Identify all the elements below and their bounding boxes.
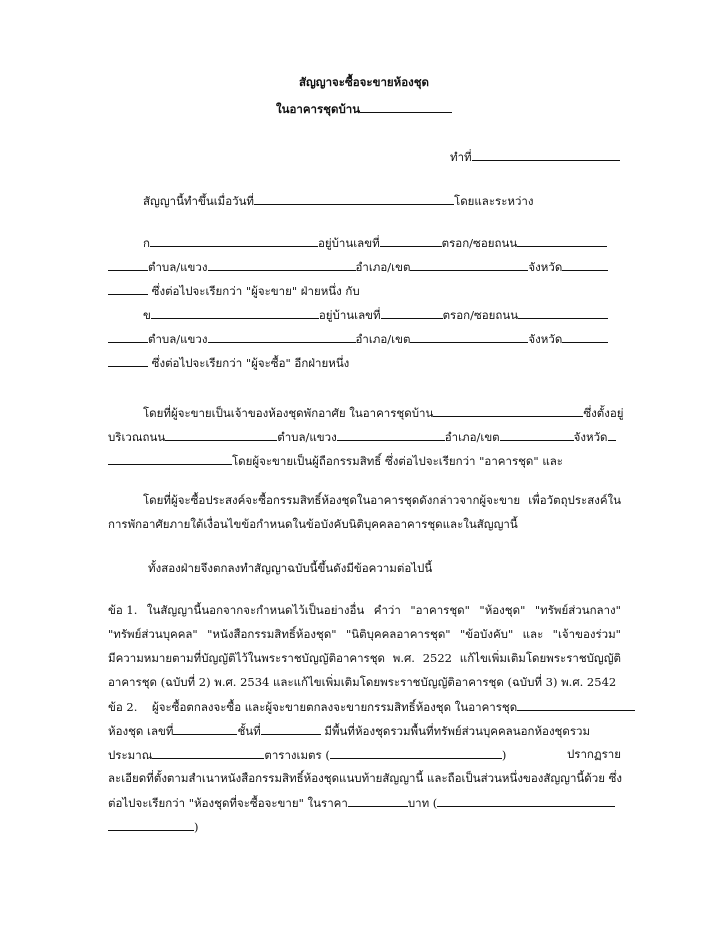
clause1-line-3: [108, 650, 621, 666]
clause1-year: 2522: [422, 651, 453, 665]
p1-subdistrict-label: ตำบล/แขวง: [277, 430, 337, 444]
seller-alley-label: ตรอก/ซอยถนน: [441, 236, 518, 250]
buyer-district-blank[interactable]: [410, 330, 528, 343]
made-at-label: ทำที่: [450, 150, 472, 164]
clause1-word: ในสัญญานี้นอกจากจะกำหนดไว้เป็นอย่างอื่น: [146, 603, 365, 617]
building-name-blank[interactable]: [360, 100, 452, 113]
document-title: สัญญาจะซื้อจะขายห้องชุด: [298, 75, 430, 89]
p1-province-blank[interactable]: [608, 428, 616, 441]
seller-called: ซึ่งต่อไปจะเรียกว่า "ผู้จะขาย" ฝ่ายหนึ่ง กับ: [151, 284, 360, 298]
clause1-term: "ข้อบังคับ": [459, 627, 514, 641]
seller-name-blank[interactable]: [150, 234, 318, 247]
clause1-text: พ.ศ.: [392, 651, 415, 665]
buyer-mark: ข: [143, 308, 151, 322]
p1-line-2: [108, 428, 616, 445]
clause2-approx-label: ประมาณ: [108, 748, 153, 762]
buyer-name-blank[interactable]: [151, 306, 319, 319]
p2-line-1: [143, 492, 621, 508]
p1-district-blank[interactable]: [500, 428, 574, 441]
buyer-subdistrict-blank[interactable]: [208, 330, 356, 343]
made-at-line: [450, 148, 620, 165]
buyer-extra-blank[interactable]: [108, 354, 148, 367]
buyer-district-label: อำเภอ/เขต: [355, 332, 411, 346]
seller-line-2: [108, 258, 608, 275]
agreement-line: ทั้งสองฝ่ายจึงตกลงทำสัญญาฉบับนี้ขึ้นดังมีข้อความต่อไปนี้: [148, 561, 433, 575]
seller-house-blank[interactable]: [380, 234, 442, 247]
seller-mark: ก: [143, 236, 150, 250]
clause2-line-1: [108, 698, 635, 715]
clause2-area-blank[interactable]: [152, 746, 264, 759]
buyer-alley-label: ตรอก/ซอยถนน: [442, 308, 519, 322]
clause2-price-label: ต่อไปจะเรียกว่า "ห้องชุดที่จะซื้อจะขาย" ในราคา: [108, 796, 348, 810]
clause2-close-paren: ): [501, 748, 507, 762]
seller-province-blank[interactable]: [562, 258, 608, 271]
clause1-line-2: [108, 626, 621, 642]
buyer-line-2: [108, 330, 608, 347]
clause2-line-3: [108, 746, 621, 763]
clause2-floor-blank[interactable]: [261, 722, 321, 735]
p1-building-blank[interactable]: [433, 404, 583, 417]
clause2-price-words-blank[interactable]: [437, 794, 615, 807]
clause2-line-5: [108, 794, 615, 811]
p1-text-g: โดยผู้จะขายเป็นผู้ถือกรรมสิทธิ์ ซึ่งต่อไปจะเรียกว่า "อาคารชุด" และ: [232, 454, 563, 468]
clause2-room-label: ห้องชุด เลขที่: [108, 724, 174, 738]
clause1-term: "หนังสือกรรมสิทธิ์ห้องชุด": [207, 627, 337, 641]
p1-road-label: บริเวณถนน: [108, 430, 166, 444]
clause2-building-blank[interactable]: [517, 698, 635, 711]
seller-alley-blank[interactable]: [517, 234, 607, 247]
p1-line-1: [143, 404, 623, 421]
buyer-province-blank[interactable]: [562, 330, 608, 343]
seller-extra-blank[interactable]: [108, 282, 148, 295]
clause1-number: ข้อ 1.: [108, 603, 138, 617]
clause2-line-6: [108, 818, 199, 835]
clause2-line-4: ละเอียดที่ตั้งตามสำเนาหนังสือกรรมสิทธิ์ห้องชุดแนบท้ายสัญญานี้ และถือเป็นส่วนหนึ่งของสัญญานี้ด้วย ซึ่ง: [108, 771, 623, 785]
clause2-area-words-blank[interactable]: [330, 746, 502, 759]
clause1-word: คำว่า: [373, 603, 401, 617]
clause2-sqm-label: ตารางเมตร (: [264, 748, 330, 762]
buyer-alley-blank[interactable]: [518, 306, 608, 319]
clause1-term: "ทรัพย์ส่วนกลาง": [534, 603, 621, 617]
buyer-line-1: [143, 306, 608, 323]
document-subtitle: [276, 100, 452, 117]
seller-line-1: [143, 234, 607, 251]
clause1-word: และ: [522, 627, 544, 641]
clause2-line-2: [108, 722, 590, 739]
buyer-house-label: อยู่บ้านเลขที่: [318, 308, 381, 322]
buyer-house-blank[interactable]: [381, 306, 443, 319]
p2-line-2: การพักอาศัยภายใต้เงื่อนไขข้อกำหนดในข้อบังคับนิติบุคคลอาคารชุดและในสัญญานี้: [108, 517, 518, 531]
p1-line-3: [108, 452, 563, 469]
p1-province-label: จังหวัด: [573, 430, 608, 444]
seller-line-3: [108, 282, 360, 299]
clause2-text-a: ผู้จะซื้อตกลงจะซื้อ และผู้จะขายตกลงจะขายกรรมสิทธิ์ห้องชุด ในอาคารชุด: [152, 700, 518, 714]
clause2-number: ข้อ 2.: [108, 700, 138, 714]
clause2-floor-label: ชั้นที่: [237, 724, 261, 738]
seller-district-blank[interactable]: [410, 258, 528, 271]
date-line: [143, 192, 534, 209]
clause1-term: "ห้องชุด": [479, 603, 526, 617]
p1-text-b: ซึ่งตั้งอยู่: [583, 406, 624, 420]
made-at-blank[interactable]: [472, 148, 620, 161]
seller-subdistrict-blank[interactable]: [208, 258, 356, 271]
clause1-line-4: อาคารชุด (ฉบับที่ 2) พ.ศ. 2534 และแก้ไขเพิ่มเติมโดยพระราชบัญญัติอาคารชุด (ฉบับที่ 3) พ.ศ. 2542: [108, 675, 617, 689]
clause2-area-text: มีพื้นที่ห้องชุดรวมพื้นที่ทรัพย์ส่วนบุคคลนอกห้องชุดรวม: [324, 724, 591, 738]
clause1-text: แก้ไขเพิ่มเติมโดยพระราชบัญญัติ: [459, 651, 621, 665]
seller-house-label: อยู่บ้านเลขที่: [317, 236, 380, 250]
p1-extra-blank[interactable]: [108, 452, 232, 465]
seller-road-blank[interactable]: [108, 258, 148, 271]
clause2-baht-label: บาท (: [407, 796, 438, 810]
clause1-term: "เจ้าของร่วม": [552, 627, 621, 641]
clause1-term: "อาคารชุด": [410, 603, 470, 617]
clause1-line-1: [108, 602, 621, 618]
clause1-term: "ทรัพย์ส่วนบุคคล": [108, 627, 198, 641]
clause2-final-paren: ): [194, 820, 199, 834]
seller-subdistrict-label: ตำบล/แขวง: [148, 260, 208, 274]
buyer-line-3: [108, 354, 349, 371]
buyer-province-label: จังหวัด: [528, 332, 563, 346]
p1-subdistrict-blank[interactable]: [337, 428, 445, 441]
clause2-price-blank[interactable]: [348, 794, 408, 807]
clause2-price-words-cont-blank[interactable]: [108, 818, 194, 831]
p1-road-blank[interactable]: [165, 428, 277, 441]
clause1-term: "นิติบุคคลอาคารชุด": [345, 627, 451, 641]
seller-district-label: อำเภอ/เขต: [355, 260, 411, 274]
buyer-road-blank[interactable]: [108, 330, 148, 343]
p2-text-b: เพื่อวัตถุประสงค์ใน: [528, 493, 621, 507]
clause1-text: มีความหมายตามที่บัญญัติไว้ในพระราชบัญญัติอาคารชุด: [108, 651, 385, 665]
clause2-room-blank[interactable]: [173, 722, 237, 735]
p1-text-a: โดยที่ผู้จะขายเป็นเจ้าของห้องชุดพักอาศัย ในอาคารชุดบ้าน: [143, 406, 434, 420]
clause2-appear-label: ปรากฏราย: [567, 747, 621, 761]
buyer-called: ซึ่งต่อไปจะเรียกว่า "ผู้จะซื้อ" อีกฝ่ายหนึ่ง: [151, 356, 350, 370]
date-suffix: โดยและระหว่าง: [454, 194, 534, 208]
date-blank[interactable]: [254, 192, 454, 205]
p1-district-label: อำเภอ/เขต: [444, 430, 500, 444]
seller-province-label: จังหวัด: [528, 260, 563, 274]
p2-text-a: โดยที่ผู้จะซื้อประสงค์จะซื้อกรรมสิทธิ์ห้องชุดในอาคารชุดดังกล่าวจากผู้จะขาย: [143, 493, 521, 507]
date-prefix: สัญญานี้ทำขึ้นเมื่อวันที่: [143, 194, 255, 208]
buyer-subdistrict-label: ตำบล/แขวง: [148, 332, 208, 346]
subtitle-prefix: ในอาคารชุดบ้าน: [276, 102, 361, 116]
